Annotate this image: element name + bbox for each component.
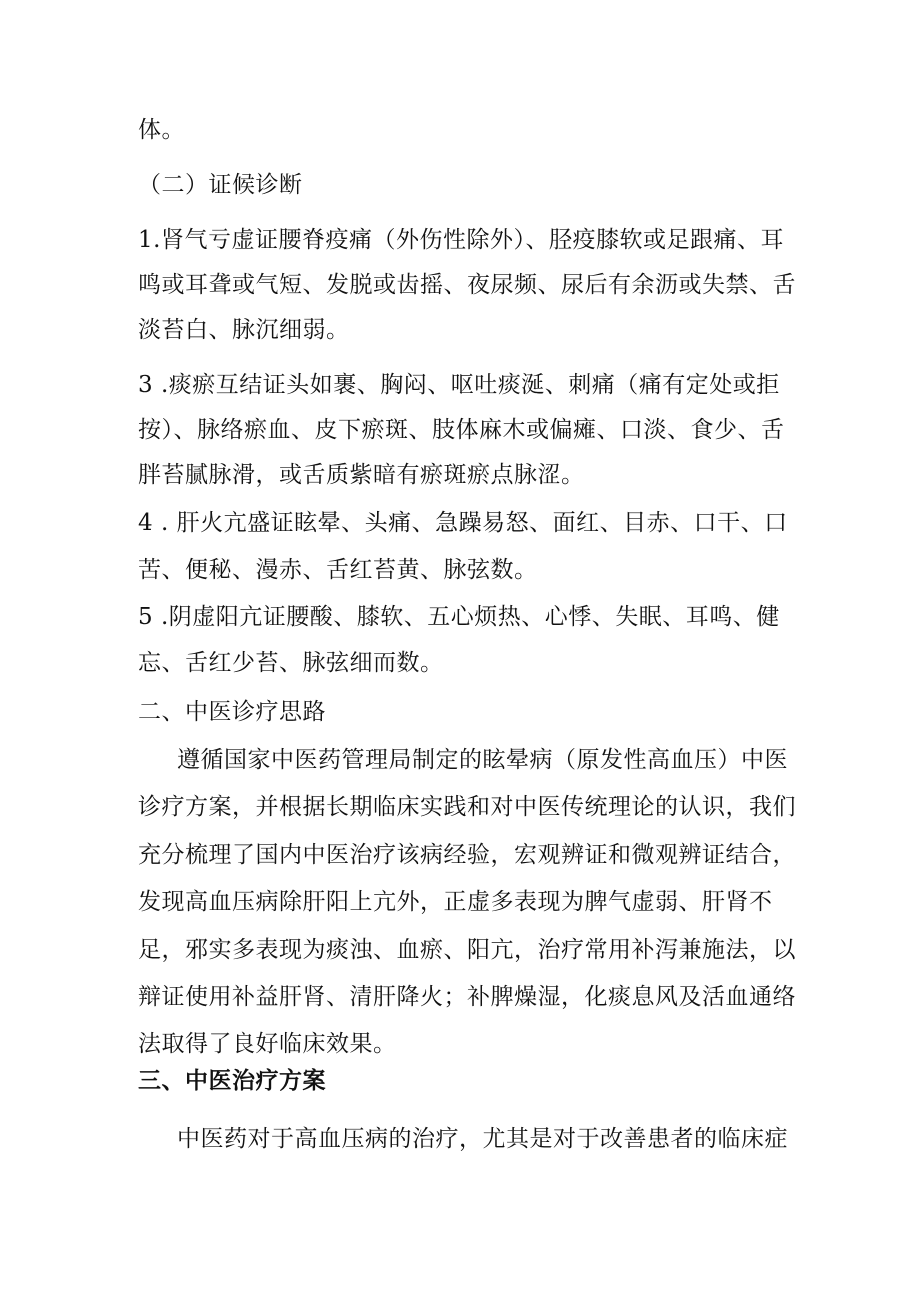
item3-line1: 3 .痰瘀互结证头如裹、胸闷、呕吐痰涎、刺痛（痛有定处或拒: [138, 372, 780, 398]
item1-line1: 1.肾气亏虚证腰脊疫痛（外伤性除外）、胫疫膝软或足跟痛、耳: [138, 227, 784, 253]
approach-para-line3: 充分梳理了国内中医治疗该病经验，宏观辨证和微观辨证结合，: [138, 842, 796, 868]
approach-para-line5: 足，邪实多表现为痰浊、血瘀、阳亢，治疗常用补泻兼施法，以: [138, 937, 796, 963]
approach-para-line6: 辩证使用补益肝肾、清肝降火；补脾燥湿，化痰息风及活血通络: [138, 984, 796, 1010]
approach-para-line2: 诊疗方案，并根据长期临床实践和对中医传统理论的认识，我们: [138, 794, 796, 820]
item5-line1: 5 .阴虚阳亢证腰酸、膝软、五心烦热、心悸、失眠、耳鸣、健: [138, 604, 780, 630]
approach-para-line4: 发现高血压病除肝阳上亢外，正虚多表现为脾气虚弱、肝肾不: [138, 889, 773, 915]
item1-line2: 鸣或耳聋或气短、发脱或齿摇、夜尿频、尿后有余沥或失禁、舌: [138, 272, 796, 298]
item4-line1: 4 . 肝火亢盛证眩晕、头痛、急躁易怒、面红、目赤、口干、口: [138, 510, 788, 536]
approach-para-line7: 法取得了良好临床效果。: [138, 1031, 397, 1057]
treatment-plan-heading: 三、中医治疗方案: [138, 1068, 326, 1094]
approach-para-line1: 遵循国家中医药管理局制定的眩晕病（原发性高血压）中医: [177, 747, 788, 773]
item4-line2: 苦、便秘、漫赤、舌红苔黄、脉弦数。: [138, 557, 538, 583]
item1-line3: 淡苔白、脉沉细弱。: [138, 317, 350, 343]
intro-tail-text: 体。: [138, 117, 185, 143]
item5-line2: 忘、舌红少苔、脉弦细而数。: [138, 650, 444, 676]
item3-line3: 胖苔腻脉滑，或舌质紫暗有瘀斑瘀点脉涩。: [138, 462, 585, 488]
item3-line2: 按）、脉络瘀血、皮下瘀斑、肢体麻木或偏瘫、口淡、食少、舌: [138, 417, 785, 443]
diagnosis-approach-heading: 二、中医诊疗思路: [138, 699, 326, 725]
syndrome-diagnosis-heading: （二）证候诊断: [138, 172, 303, 198]
treatment-para-line1: 中医药对于高血压病的治疗，尤其是对于改善患者的临床症: [177, 1126, 788, 1152]
